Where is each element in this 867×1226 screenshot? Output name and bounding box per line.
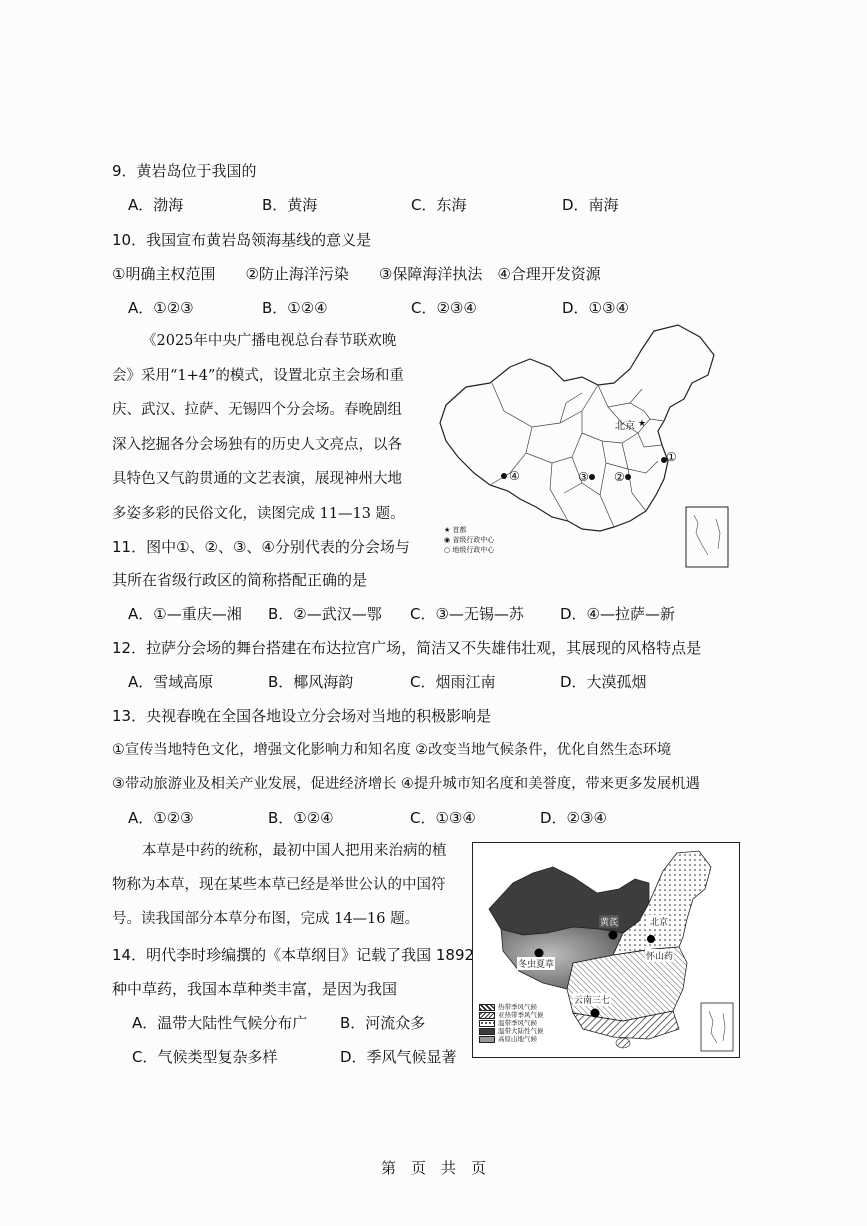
china-border [440, 325, 714, 531]
question-13-items-line1: ①宣传当地特色文化，增强文化影响力和知名度 ②改变当地气候条件，优化自然生态环境 [112, 742, 672, 758]
map1-legend [444, 525, 494, 555]
map2-label-huaishan: 怀山药 [645, 949, 674, 962]
question-14-stem-line1: 14．明代李时珍编撰的《本草纲目》记载了我国 1892 [112, 946, 475, 964]
sanqi-dot [591, 1009, 600, 1018]
question-11-option-c: C．③—无锡—苏 [410, 605, 524, 623]
question-10-option-b: B．①②④ [262, 299, 328, 317]
question-13-option-c: C．①③④ [410, 809, 476, 827]
question-11-stem-line2: 其所在省级行政区的简称搭配正确的是 [112, 571, 368, 589]
passage-line: 具特色又气韵贯通的文艺表演，展现神州大地 [112, 471, 402, 487]
question-9-option-c: C．东海 [411, 196, 467, 214]
question-13-stem: 13．央视春晚在全国各地设立分会场对当地的积极影响是 [112, 707, 492, 725]
map1-label-4: ④ [509, 469, 520, 483]
question-13-option-d: D．②③④ [540, 809, 607, 827]
legend-temperate-monsoon: 温带季风气候 [479, 1019, 544, 1027]
question-14-option-a: A．温带大陆性气候分布广 [132, 1014, 308, 1032]
passage-herbal-medicine [112, 834, 472, 936]
legend-subtropical-monsoon: 亚热带季风气候 [479, 1011, 544, 1019]
legend-tropical-monsoon: 热带季风气候 [479, 1003, 544, 1011]
passage-line: 庆、武汉、拉萨、无锡四个分会场。春晚剧组 [112, 402, 402, 418]
huangqi-dot [609, 931, 618, 940]
china-admin-map [432, 323, 732, 575]
south-china-sea-inset [686, 507, 728, 567]
question-9-option-b: B．黄海 [262, 196, 318, 214]
question-13-option-b: B．①②④ [268, 809, 334, 827]
question-11-option-b: B．②—武汉—鄂 [268, 605, 382, 623]
question-12-stem: 12．拉萨分会场的舞台搭建在布达拉宫广场，简洁又不失雄伟壮观，其展现的风格特点是 [112, 639, 702, 657]
map2-label-beijing: 北京 [649, 915, 669, 928]
map2-label-dongchong: 冬虫夏草 [517, 957, 555, 970]
question-12-option-d: D．大漠孤烟 [560, 673, 647, 691]
map1-label-3: ③ [578, 470, 589, 484]
passage-line: 物称为本草，现在某些本草已经是举世公认的中国符 [112, 877, 446, 893]
herb-distribution-map [472, 842, 740, 1058]
passage-line: 深入挖掘各分会场独有的历史人文亮点，以各 [112, 436, 402, 453]
passage-line: 本草是中药的统称，最初中国人把用来治病的植 [142, 843, 447, 859]
question-14-option-d: D．季风气候显著 [340, 1048, 457, 1066]
passage-spring-gala [112, 324, 432, 531]
question-10-option-d: D．①③④ [562, 299, 629, 317]
map1-legend-provincial: ◉ 省级行政中心 [444, 536, 495, 544]
question-12-option-c: C．烟雨江南 [410, 673, 496, 691]
passage-line: 会》采用“1+4”的模式，设置北京主会场和重 [112, 367, 404, 384]
question-9-option-a: A．渤海 [128, 196, 184, 214]
huaishan-dot [647, 935, 655, 943]
marker-3-dot [589, 474, 595, 480]
map2-legend [479, 1003, 544, 1043]
question-12-option-b: B．椰风海韵 [268, 673, 354, 691]
question-13-option-a: A．①②③ [128, 809, 194, 827]
map2-label-sanqi: 云南三七 [573, 993, 611, 1006]
question-11-option-d: D．④—拉萨—新 [560, 605, 675, 623]
question-11-stem-line1: 11．图中①、②、③、④分别代表的分会场与 [112, 538, 410, 556]
map1-legend-prefecture: ○ 地级行政中心 [444, 546, 495, 554]
passage-line: 《2025年中央广播电视总台春节联欢晚 [142, 333, 397, 349]
question-10-option-c: C．②③④ [411, 299, 477, 317]
province-boundaries [490, 383, 664, 527]
question-14-option-c: C．气候类型复杂多样 [132, 1048, 278, 1066]
passage-line: 多姿多彩的民俗文化，读图完成 11—13 题。 [112, 505, 405, 522]
map1-label-1: ① [666, 450, 677, 464]
question-13-items-line2: ③带动旅游业及相关产业发展，促进经济增长 ④提升城市知名度和美誉度，带来更多发展机遇 [112, 776, 700, 792]
map2-label-huangqi: 黄芪 [599, 915, 619, 928]
question-10-items: ①明确主权范围 ②防止海洋污染 ③保障海洋执法 ④合理开发资源 [112, 265, 601, 283]
passage-line: 号。读我国部分本草分布图，完成 14—16 题。 [112, 911, 420, 927]
question-11-option-a: A．①—重庆—湘 [128, 605, 242, 623]
map1-legend-capital: ★ 首都 [444, 526, 467, 534]
legend-temperate-continental: 温带大陆性气候 [479, 1027, 544, 1035]
question-9-option-d: D．南海 [562, 196, 619, 214]
question-14-stem-line2: 种中草药，我国本草种类丰富，是因为我国 [112, 980, 398, 998]
question-9-stem: 9．黄岩岛位于我国的 [112, 162, 257, 180]
question-10-stem: 10．我国宣布黄岩岛领海基线的意义是 [112, 231, 372, 249]
south-china-sea-inset [701, 1003, 733, 1051]
question-12-option-a: A．雪域高原 [128, 673, 214, 691]
marker-4-dot [501, 473, 507, 479]
question-14-option-b: B．河流众多 [340, 1014, 426, 1032]
capital-star-icon: ★ [638, 419, 647, 429]
map1-label-2: ② [614, 470, 625, 484]
legend-plateau-mountain: 高原山地气候 [479, 1035, 544, 1043]
map1-label-beijing: 北京 [615, 421, 635, 432]
question-10-option-a: A．①②③ [128, 299, 194, 317]
marker-2-dot [625, 474, 631, 480]
page-footer: 第 页 共 页 [380, 1159, 486, 1177]
